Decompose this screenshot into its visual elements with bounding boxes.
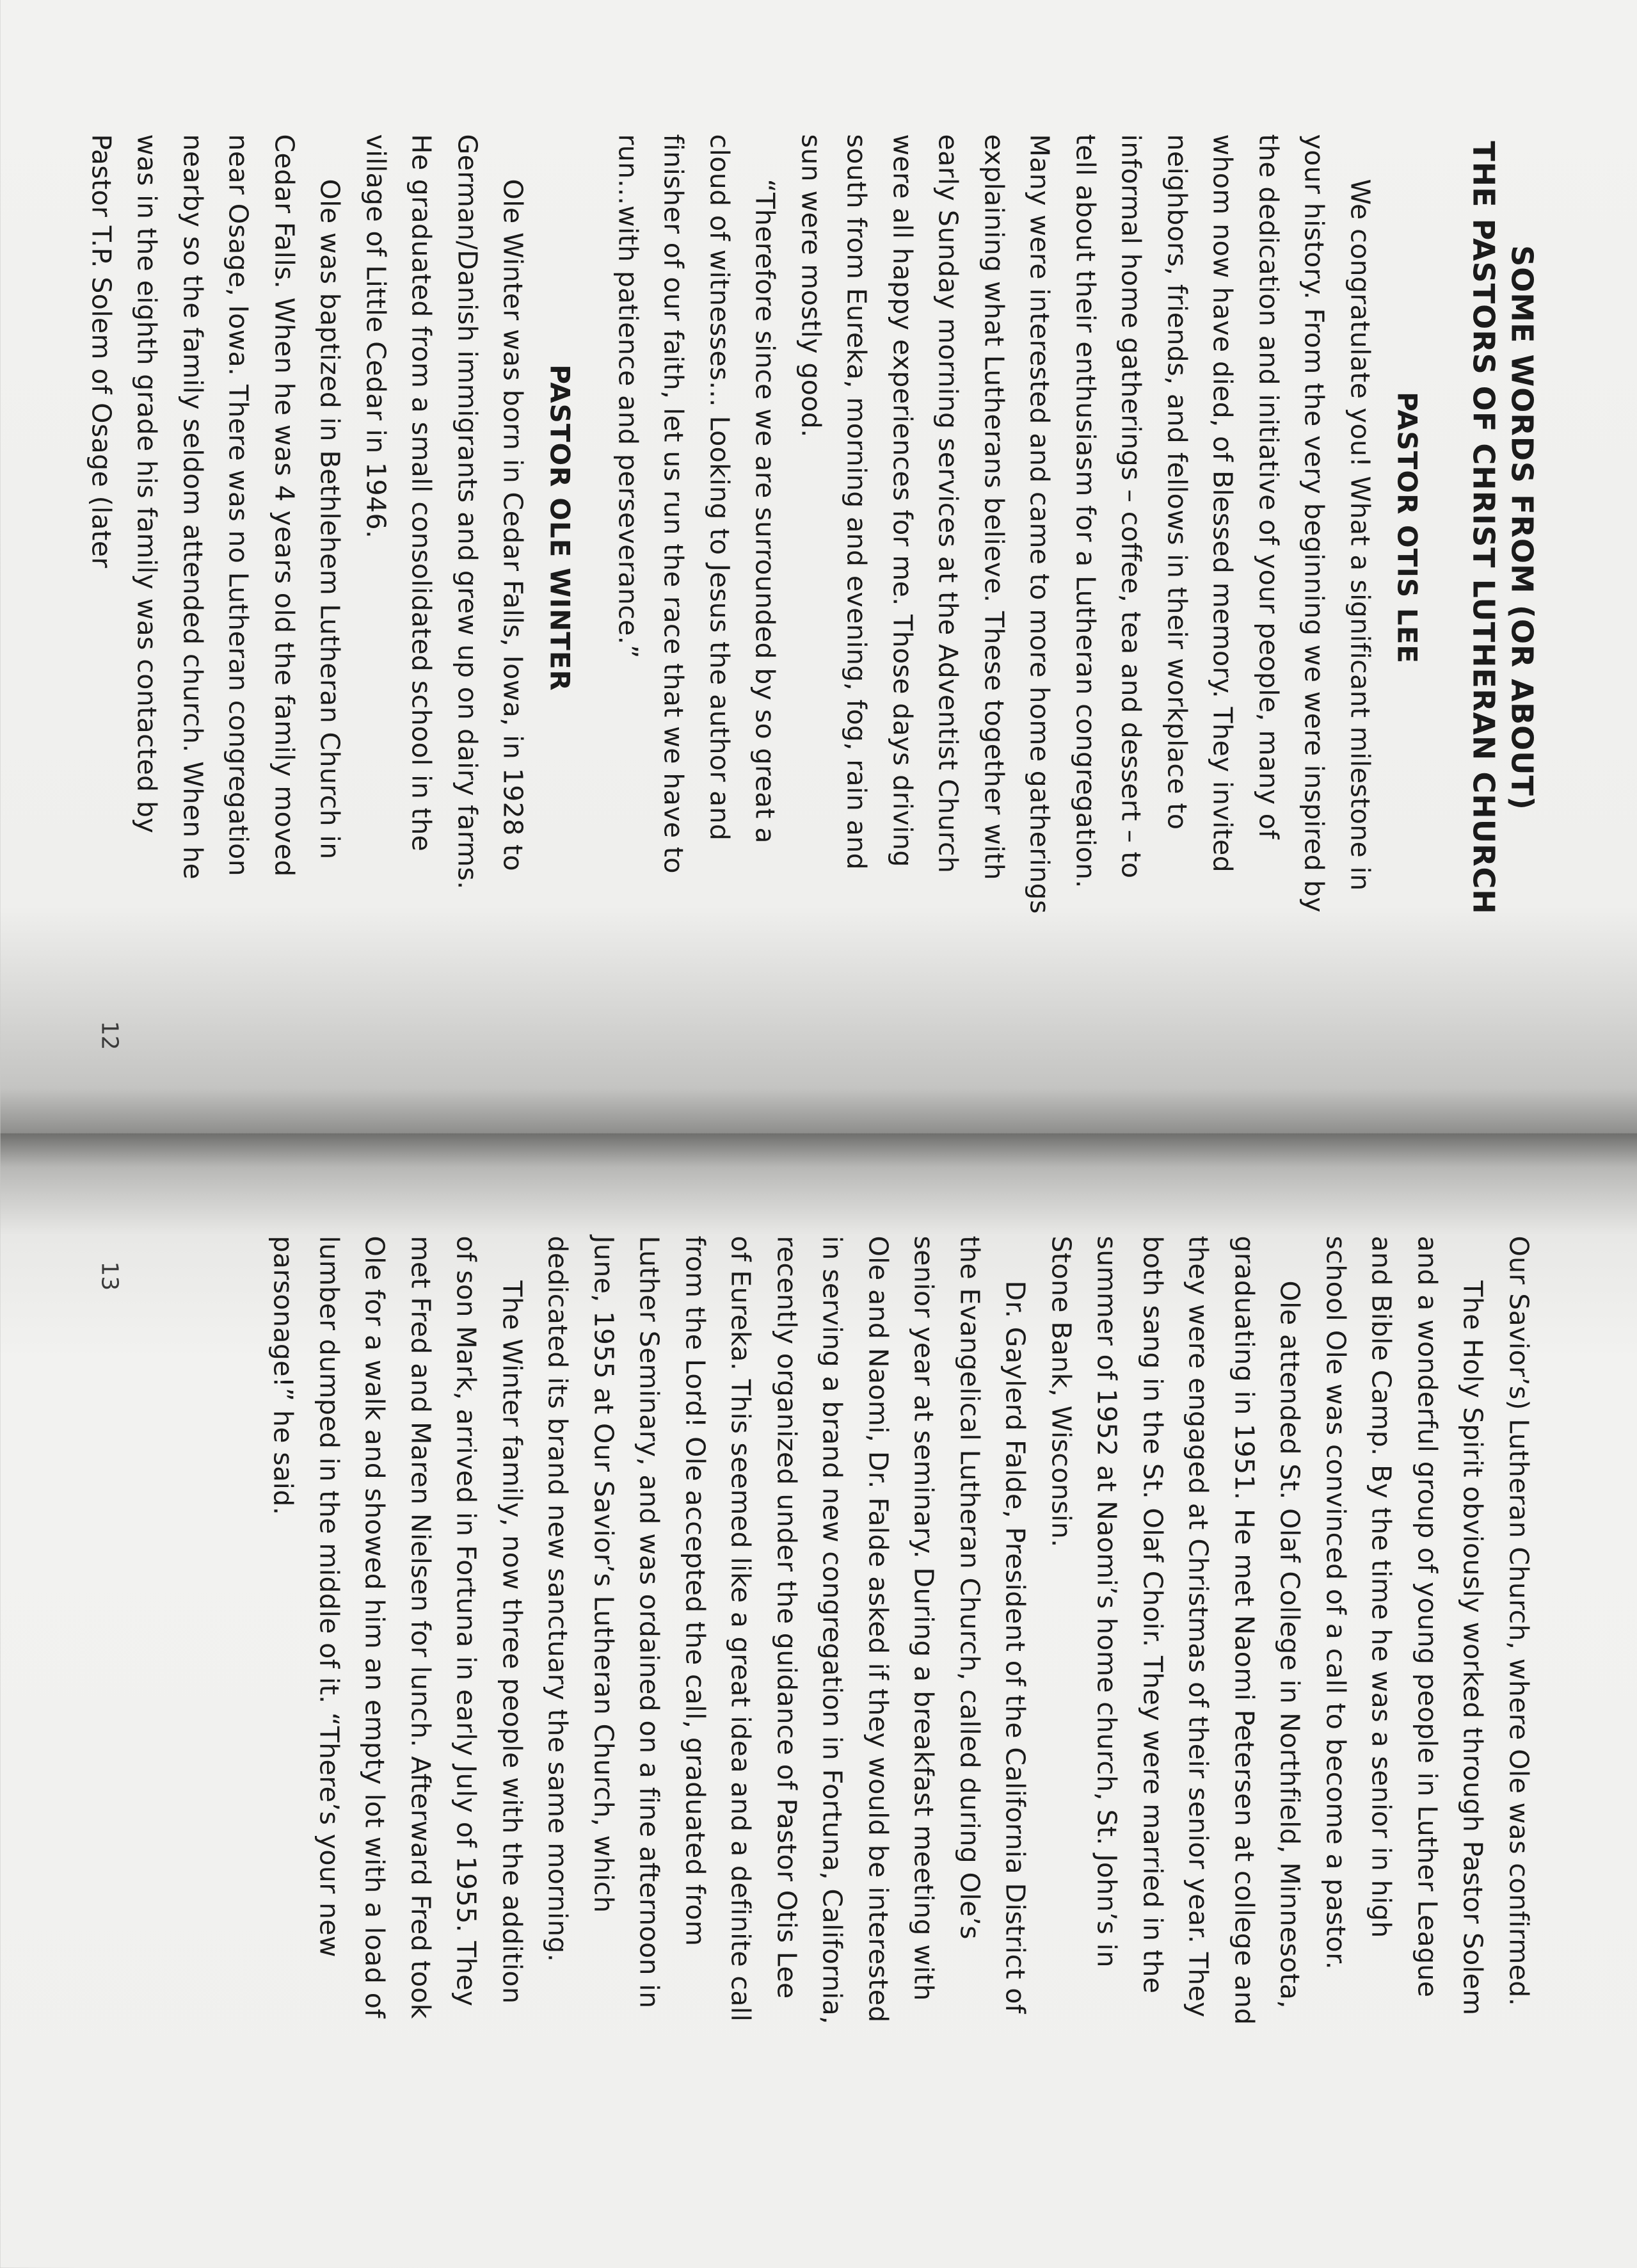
left-column — [78, 134, 1542, 922]
page-number-left: 12 — [96, 1020, 122, 1050]
ole-winter-paragraph-1: Ole Winter was born in Cedar Falls, Iowa, in 1928 to German/Danish immigrants and grew up on dairy farms. He graduated from a small consolidated school in the village of Little Cedar in 1946. — [360, 134, 529, 890]
otis-lee-paragraph-1: We congratulate you! What a significant milestone in your history. From the very beginning we were inspired by the dedication and initiative of your people, many of whom now have died, of Blessed memory. They invited neighbors, friends, and fellows in their workplace to informal home gatherings – coffee, tea and dessert – to tell about their enthusiasm for a Lutheran congregation. Many were interested and came to more home gatherings explaining what Lutherans believe. These together with early Sunday morning services at the Adventist Church were all happy experiences for me. Those days driving south from Eureka, morning and evening, fog, rain and sun were mostly good. — [795, 134, 1375, 914]
otis-lee-paragraph-2: “Therefore since we are surrounded by so great a cloud of witnesses… Looking to Jesus the author and finisher of our faith, let us run the race that we have to run…with patience and perseverance.” — [612, 134, 781, 874]
section-title-ole-winter: PASTOR OLE WINTER — [544, 364, 576, 691]
right-paragraph-2: The Holy Spirit obviously worked through Pastor Solem and a wonderful group of young people in Luther League and Bible Camp. By the time he was a senior in high school Ole was convinced of a call to become a pastor. — [1320, 1235, 1489, 2016]
heading-line-2: THE PASTORS OF CHRIST LUTHERAN CHURCH — [1466, 141, 1501, 915]
right-paragraph-3: Ole attended St. Olaf College in Northfield, Minnesota, graduating in 1951. He met Naomi Petersen at college and they were engaged at Christmas of their senior year. They both sang in the St. Olaf Choir. They were married in the summer of 1952 at Naomi’s home church, St. John’s in Stone Bank, Wisconsin. — [1046, 1235, 1306, 2025]
right-paragraph-1: Our Savior’s) Lutheran Church, where Ole was confirmed. — [1503, 1235, 1534, 2007]
ole-winter-paragraph-2: Ole was baptized in Bethlehem Lutheran Church in Cedar Falls. When he was 4 years old the family moved near Osage, Iowa. There was no Lutheran congregation nearby so the family seldom attended church. When he was in the eighth grade his family was contacted by Pastor T.P. Solem of Osage (later — [86, 134, 346, 880]
right-column — [260, 1236, 1541, 2030]
page-number-right: 13 — [96, 1261, 122, 1291]
right-paragraph-5: The Winter family, now three people with the addition of son Mark, arrived in Fortuna in early July of 1955. They met Fred and Maren Nielsen for lunch. Afterward Fred took Ole for a walk and showed him an empty lot with a load of lumber dumped in the middle of it. “There’s your new parsonage!” he said. — [268, 1235, 527, 2020]
section-title-otis-lee: PASTOR OTIS LEE — [1391, 392, 1423, 664]
page-right — [0, 1134, 1637, 2268]
heading-line-1: SOME WORDS FROM (OR ABOUT) — [1505, 245, 1539, 810]
right-paragraph-4: Dr. Gaylerd Falde, President of the California District of the Evangelical Lutheran Church, called during Ole’s senior year at seminary. During a breakfast meeting with Ole and Naomi, Dr. Falde asked if they would be interested in serving a brand new congregation in Fortuna, California, recently organized under the guidance of Pastor Otis Lee of Eureka. This seemed like a great idea and a definite call from the Lord! Ole accepted the call, graduated from Luther Seminary, and was ordained on a fine afternoon in June, 1955 at Our Savior’s Lutheran Church, which dedicated its brand new sanctuary the same morning. — [542, 1235, 1031, 2025]
